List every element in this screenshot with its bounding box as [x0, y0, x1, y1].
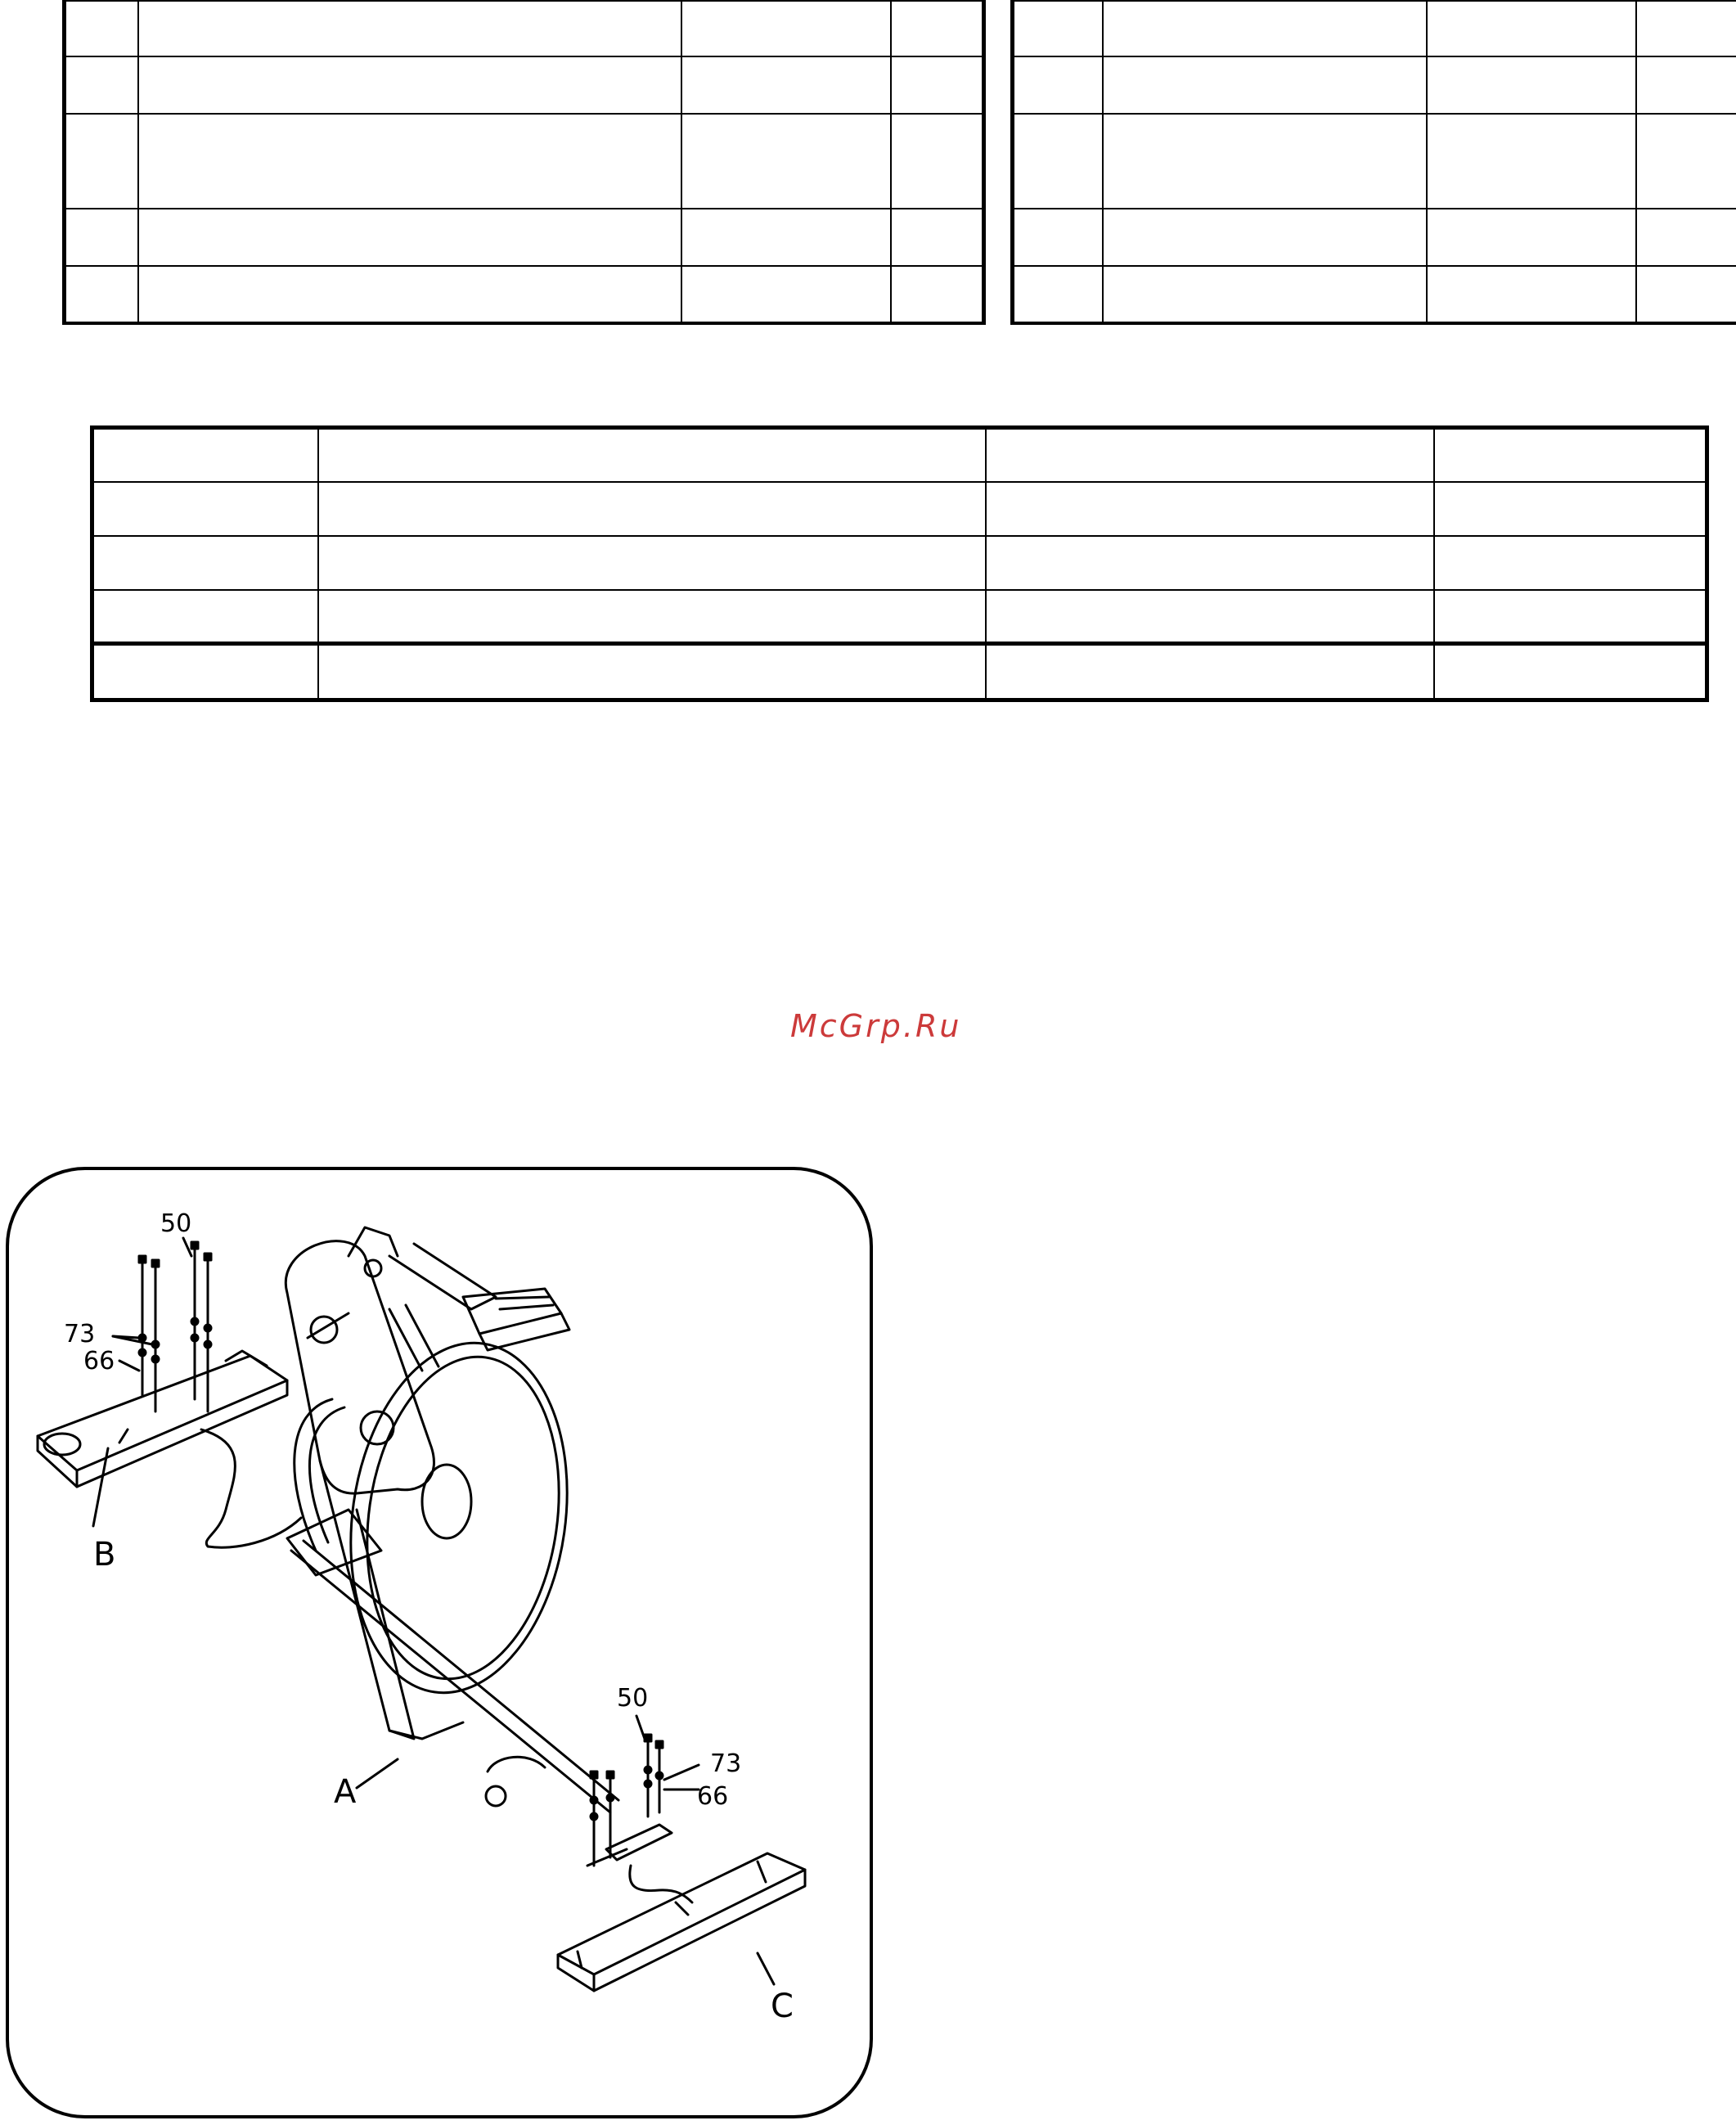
table-row [65, 1, 984, 56]
table-row [1013, 114, 1736, 209]
table-row [92, 482, 1707, 536]
callout-50-top: 50 [160, 1209, 192, 1238]
table-row [65, 209, 984, 266]
callout-73-top: 73 [64, 1320, 96, 1348]
parts-table-right [1010, 0, 1736, 325]
assembly-drawing [5, 1166, 874, 2119]
watermark: McGrp.Ru [790, 1008, 962, 1044]
table-row [1013, 209, 1736, 266]
label-c: C [771, 1988, 794, 2025]
table-row [1013, 56, 1736, 114]
front-stabilizer-c [558, 1853, 805, 1991]
callout-66-top: 66 [83, 1347, 115, 1375]
hardware-table [90, 425, 1709, 702]
cable [201, 1429, 301, 1547]
table-row [65, 266, 984, 323]
front-leaders [636, 1716, 699, 1790]
table-row [1013, 266, 1736, 323]
table-row [65, 56, 984, 114]
table-row [92, 428, 1707, 482]
front-cable [630, 1866, 692, 1902]
pedal-linkage [349, 1227, 569, 1371]
parts-table-left [62, 0, 986, 325]
table-row [92, 536, 1707, 590]
table-row [65, 114, 984, 209]
figure-frame [7, 1168, 871, 2117]
assembly-illustration [5, 1166, 874, 2119]
rear-bolts [142, 1246, 208, 1411]
main-frame-a [287, 1399, 618, 1812]
callout-73-bottom: 73 [710, 1749, 742, 1778]
callout-66-bottom: 66 [697, 1782, 729, 1811]
table-row [92, 644, 1707, 700]
front-bolts [587, 1739, 672, 1866]
table-row [1013, 1, 1736, 56]
label-a: A [334, 1773, 357, 1811]
front-washers [591, 1735, 663, 1820]
rear-stabilizer-b [38, 1351, 287, 1487]
label-b: B [93, 1536, 116, 1573]
callout-50-bottom: 50 [617, 1684, 649, 1713]
table-row [92, 590, 1707, 644]
